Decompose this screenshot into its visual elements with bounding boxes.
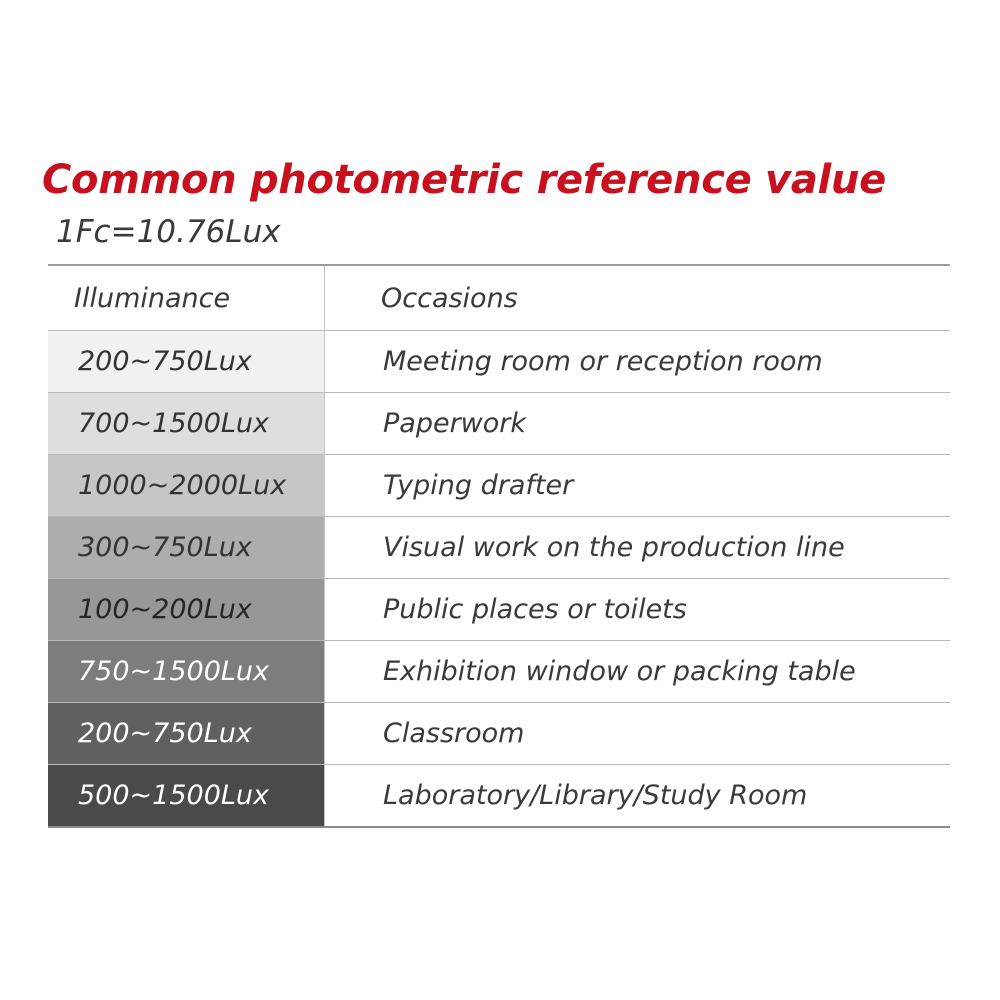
table-row: [48, 703, 950, 765]
occasion-cell: Laboratory/Library/Study Room: [325, 765, 950, 826]
illuminance-cell: 300~750Lux: [48, 517, 325, 578]
illuminance-cell: 1000~2000Lux: [48, 455, 325, 516]
conversion-note: 1Fc=10.76Lux: [56, 214, 281, 250]
table-row: [48, 641, 950, 703]
occasion-cell: Exhibition window or packing table: [325, 641, 950, 702]
table-row: [48, 765, 950, 828]
illuminance-cell: 200~750Lux: [48, 331, 325, 392]
occasion-cell: Classroom: [325, 703, 950, 764]
table-row: [48, 455, 950, 517]
illuminance-cell: 200~750Lux: [48, 703, 325, 764]
occasion-cell: Public places or toilets: [325, 579, 950, 640]
table-row: [48, 517, 950, 579]
table-header-row: [48, 266, 950, 331]
table-row: [48, 579, 950, 641]
occasion-cell: Typing drafter: [325, 455, 950, 516]
illuminance-cell: 750~1500Lux: [48, 641, 325, 702]
illuminance-cell: 700~1500Lux: [48, 393, 325, 454]
reference-table: [48, 264, 950, 828]
illuminance-cell: 100~200Lux: [48, 579, 325, 640]
occasion-cell: Visual work on the production line: [325, 517, 950, 578]
header-illuminance: Illuminance: [48, 266, 325, 330]
occasion-cell: Meeting room or reception room: [325, 331, 950, 392]
page-title: Common photometric reference value: [42, 157, 886, 203]
table-row: [48, 331, 950, 393]
occasion-cell: Paperwork: [325, 393, 950, 454]
header-occasions: Occasions: [325, 266, 950, 330]
illuminance-cell: 500~1500Lux: [48, 765, 325, 826]
table-row: [48, 393, 950, 455]
